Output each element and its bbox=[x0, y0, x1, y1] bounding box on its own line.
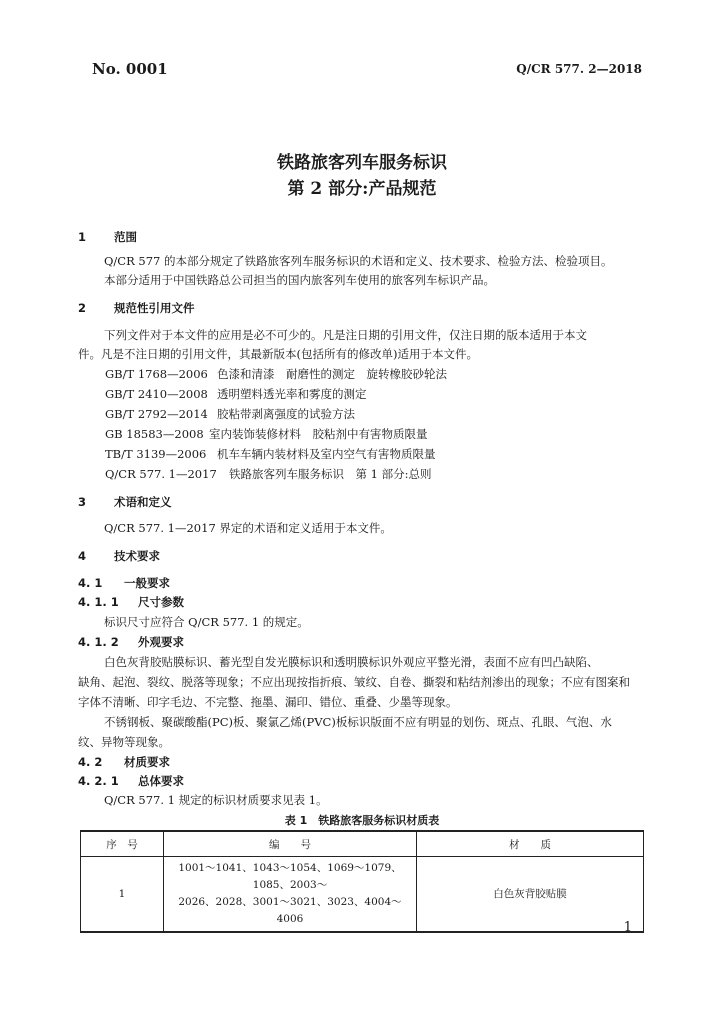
table-cell-seq: 1 bbox=[81, 857, 164, 933]
section-4-heading: 4 技术要求 bbox=[78, 549, 160, 563]
reference-item: GB/T 2410—2008 透明塑料透光率和雾度的测定 bbox=[105, 387, 367, 401]
table-header-seq: 序 号 bbox=[81, 831, 164, 857]
section-4-1-2-line-2: 缺角、起泡、裂纹、脱落等现象；不应出现按指折痕、皱纹、自卷、撕裂和粘结剂渗出的现象；不应有图案和 bbox=[78, 675, 630, 689]
section-1-paragraph-1: Q/CR 577 的本部分规定了铁路旅客列车服务标识的术语和定义、技术要求、检验方法、检验项目。 bbox=[104, 254, 613, 268]
table-header-code: 编 号 bbox=[164, 831, 417, 857]
section-4-1-1-paragraph: 标识尺寸应符合 Q/CR 577. 1 的规定。 bbox=[104, 615, 309, 629]
table-header-material: 材 质 bbox=[417, 831, 644, 857]
section-4-1-1-heading: 4. 1. 1 尺寸参数 bbox=[78, 595, 184, 609]
section-3-paragraph: Q/CR 577. 1—2017 界定的术语和定义适用于本文件。 bbox=[104, 521, 392, 535]
table-cell-code bbox=[164, 857, 417, 933]
section-1-paragraph-2: 本部分适用于中国铁路总公司担当的国内旅客列车使用的旅客列车标识产品。 bbox=[104, 273, 495, 287]
reference-item: Q/CR 577. 1—2017 铁路旅客列车服务标识 第 1 部分:总则 bbox=[105, 467, 432, 481]
section-4-1-heading: 4. 1 一般要求 bbox=[78, 576, 170, 590]
reference-item: GB/T 1768—2006 色漆和清漆 耐磨性的测定 旋转橡胶砂轮法 bbox=[105, 367, 447, 381]
page-number: 1 bbox=[623, 920, 632, 935]
document-number: No. 0001 bbox=[92, 60, 168, 78]
section-4-2-1-paragraph: Q/CR 577. 1 规定的标识材质要求见表 1。 bbox=[104, 793, 328, 807]
section-4-1-2-line-3: 字体不清晰、印字毛边、不完整、拖墨、漏印、错位、重叠、少墨等现象。 bbox=[78, 695, 458, 709]
section-1-heading: 1 范围 bbox=[78, 230, 137, 244]
document-title: 铁路旅客列车服务标识 bbox=[277, 153, 447, 173]
section-2-paragraph-line-1: 下列文件对于本文件的应用是必不可少的。凡是注日期的引用文件，仅注日期的版本适用于本文 bbox=[104, 328, 587, 342]
document-subtitle: 第 2 部分:产品规范 bbox=[287, 179, 437, 199]
table-cell-material: 白色灰背胶贴膜 bbox=[417, 857, 644, 933]
reference-item: GB 18583—2008 室内装饰装修材料 胶粘剂中有害物质限量 bbox=[105, 427, 428, 441]
section-4-1-2-line-4: 不锈钢板、聚碳酸酯(PC)板、聚氯乙烯(PVC)板标识版面不应有明显的划伤、斑点、孔眼、气泡、水 bbox=[104, 715, 612, 729]
standard-code: Q/CR 577. 2—2018 bbox=[516, 62, 642, 76]
section-2-paragraph-line-2: 件。凡是不注日期的引用文件，其最新版本(包括所有的修改单)适用于本文件。 bbox=[78, 347, 478, 361]
section-2-heading: 2 规范性引用文件 bbox=[78, 301, 195, 315]
table-row bbox=[81, 857, 644, 933]
section-3-heading: 3 术语和定义 bbox=[78, 495, 172, 509]
reference-item: GB/T 2792—2014 胶粘带剥离强度的试验方法 bbox=[105, 407, 355, 421]
section-4-2-heading: 4. 2 材质要求 bbox=[78, 755, 170, 769]
table-cell-code-line-2: 2026、2028、3001～3021、3023、4004～4006 bbox=[178, 896, 402, 925]
material-table bbox=[80, 830, 644, 933]
table-caption: 表 1 铁路旅客服务标识材质表 bbox=[284, 814, 440, 827]
section-4-2-1-heading: 4. 2. 1 总体要求 bbox=[78, 774, 184, 788]
table-cell-code-line-1: 1001～1041、1043～1054、1069～1079、1085、2003～ bbox=[178, 862, 402, 891]
section-4-1-2-heading: 4. 1. 2 外观要求 bbox=[78, 635, 184, 649]
section-4-1-2-line-5: 纹、异物等现象。 bbox=[78, 735, 170, 749]
section-4-1-2-line-1: 白色灰背胶贴膜标识、蓄光型自发光膜标识和透明膜标识外观应平整光滑，表面不应有凹凸缺陷、 bbox=[104, 655, 599, 669]
reference-item: TB/T 3139—2006 机车车辆内装材料及室内空气有害物质限量 bbox=[105, 447, 436, 461]
table-header-row bbox=[81, 831, 644, 857]
